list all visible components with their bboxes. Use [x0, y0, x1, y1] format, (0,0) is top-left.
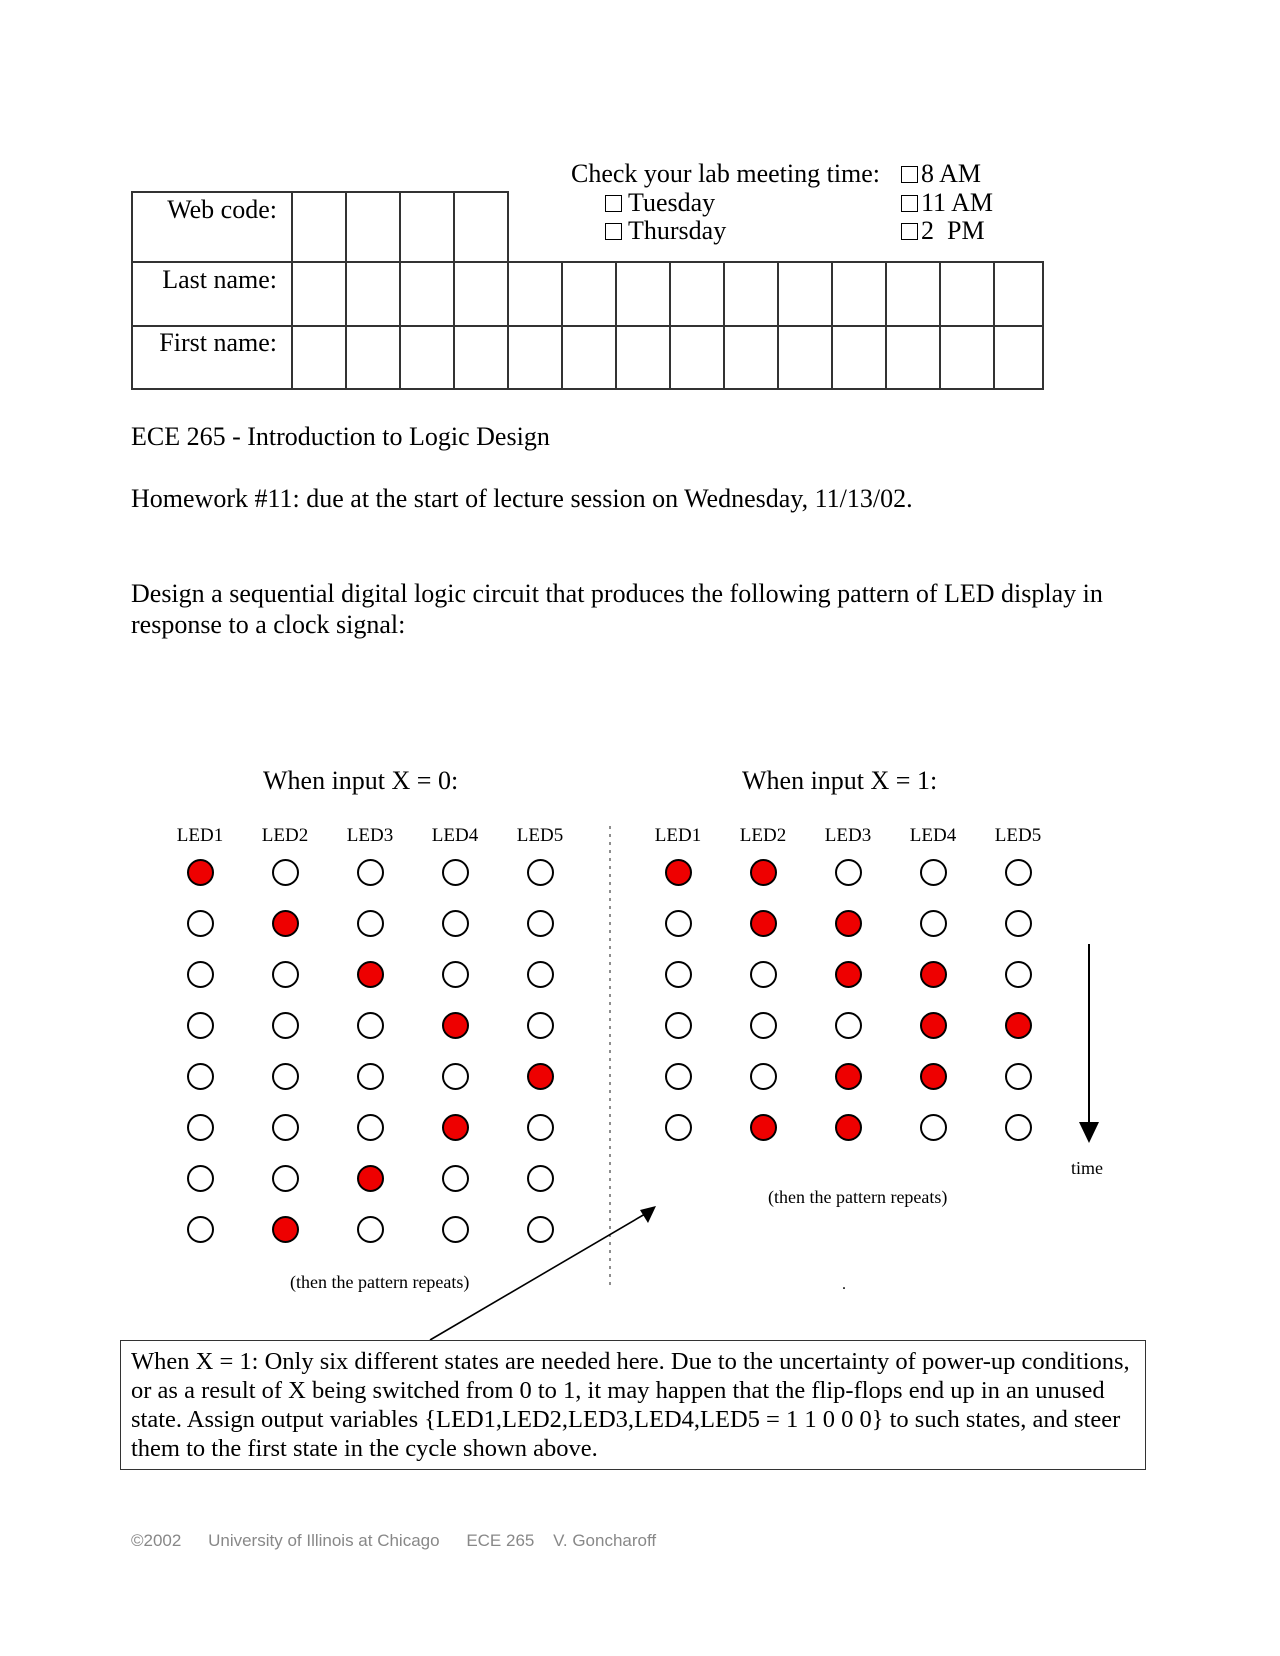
- lab-time-heading: Check your lab meeting time:: [571, 159, 881, 188]
- led-column-label: LED3: [346, 825, 394, 846]
- note-box: [120, 1340, 1146, 1470]
- day-option-thursday[interactable]: Thursday: [605, 217, 726, 245]
- footer-institution: University of Illinois at Chicago: [208, 1531, 440, 1550]
- led-column-label: LED5: [994, 825, 1042, 846]
- intro-paragraph: Design a sequential digital logic circuit that produces the following pattern of LED display in response to a clock signal:: [131, 579, 1103, 639]
- led-column-label: LED3: [824, 825, 872, 846]
- footer: [131, 1531, 678, 1551]
- led-column-label: LED4: [431, 825, 479, 846]
- panel-x1-caption: (then the pattern repeats): [768, 1187, 948, 1207]
- footer-course: ECE 265: [466, 1531, 535, 1550]
- panel-x0-caption: (then the pattern repeats): [290, 1272, 470, 1292]
- note-text: When X = 1: Only six different states are needed here. Due to the uncertainty of power-up conditions, or as a result of X being switched from 0 to 1, it may happen that the flip-flops end up in an unused state. Assign output variables {LED1,LED2,LED3,LED4,LED5 = 1 1 0 0 0} to such states, and steer them to the first state in the cycle shown above.: [131, 1348, 1130, 1462]
- stray-dot: .: [842, 1276, 846, 1293]
- homework-line: Homework #11: due at the start of lecture session on Wednesday, 11/13/02.: [131, 484, 913, 513]
- time-label: time: [1071, 1158, 1103, 1178]
- panel-x0-heading: When input X = 0:: [263, 766, 459, 795]
- time-option-2pm[interactable]: 2 PM: [901, 217, 985, 245]
- course-title: ECE 265 - Introduction to Logic Design: [131, 422, 550, 451]
- first-name-label: First name:: [159, 328, 277, 357]
- web-code-label: Web code:: [167, 195, 277, 224]
- footer-copyright: ©2002: [131, 1531, 182, 1550]
- led-column-label: LED1: [176, 825, 224, 846]
- led-column-label: LED1: [654, 825, 702, 846]
- last-name-label: Last name:: [162, 265, 277, 294]
- led-column-label: LED2: [739, 825, 787, 846]
- footer-author: V. Goncharoff: [553, 1531, 657, 1550]
- time-option-11am[interactable]: 11 AM: [901, 189, 993, 217]
- callout-arrow: [430, 1206, 656, 1340]
- panel-x1-heading: When input X = 1:: [742, 766, 938, 795]
- led-column-label: LED5: [516, 825, 564, 846]
- day-option-tuesday[interactable]: Tuesday: [605, 189, 715, 217]
- time-option-8am[interactable]: 8 AM: [901, 160, 981, 188]
- led-column-label: LED2: [261, 825, 309, 846]
- time-arrow: [1079, 944, 1099, 1143]
- led-column-label: LED4: [909, 825, 957, 846]
